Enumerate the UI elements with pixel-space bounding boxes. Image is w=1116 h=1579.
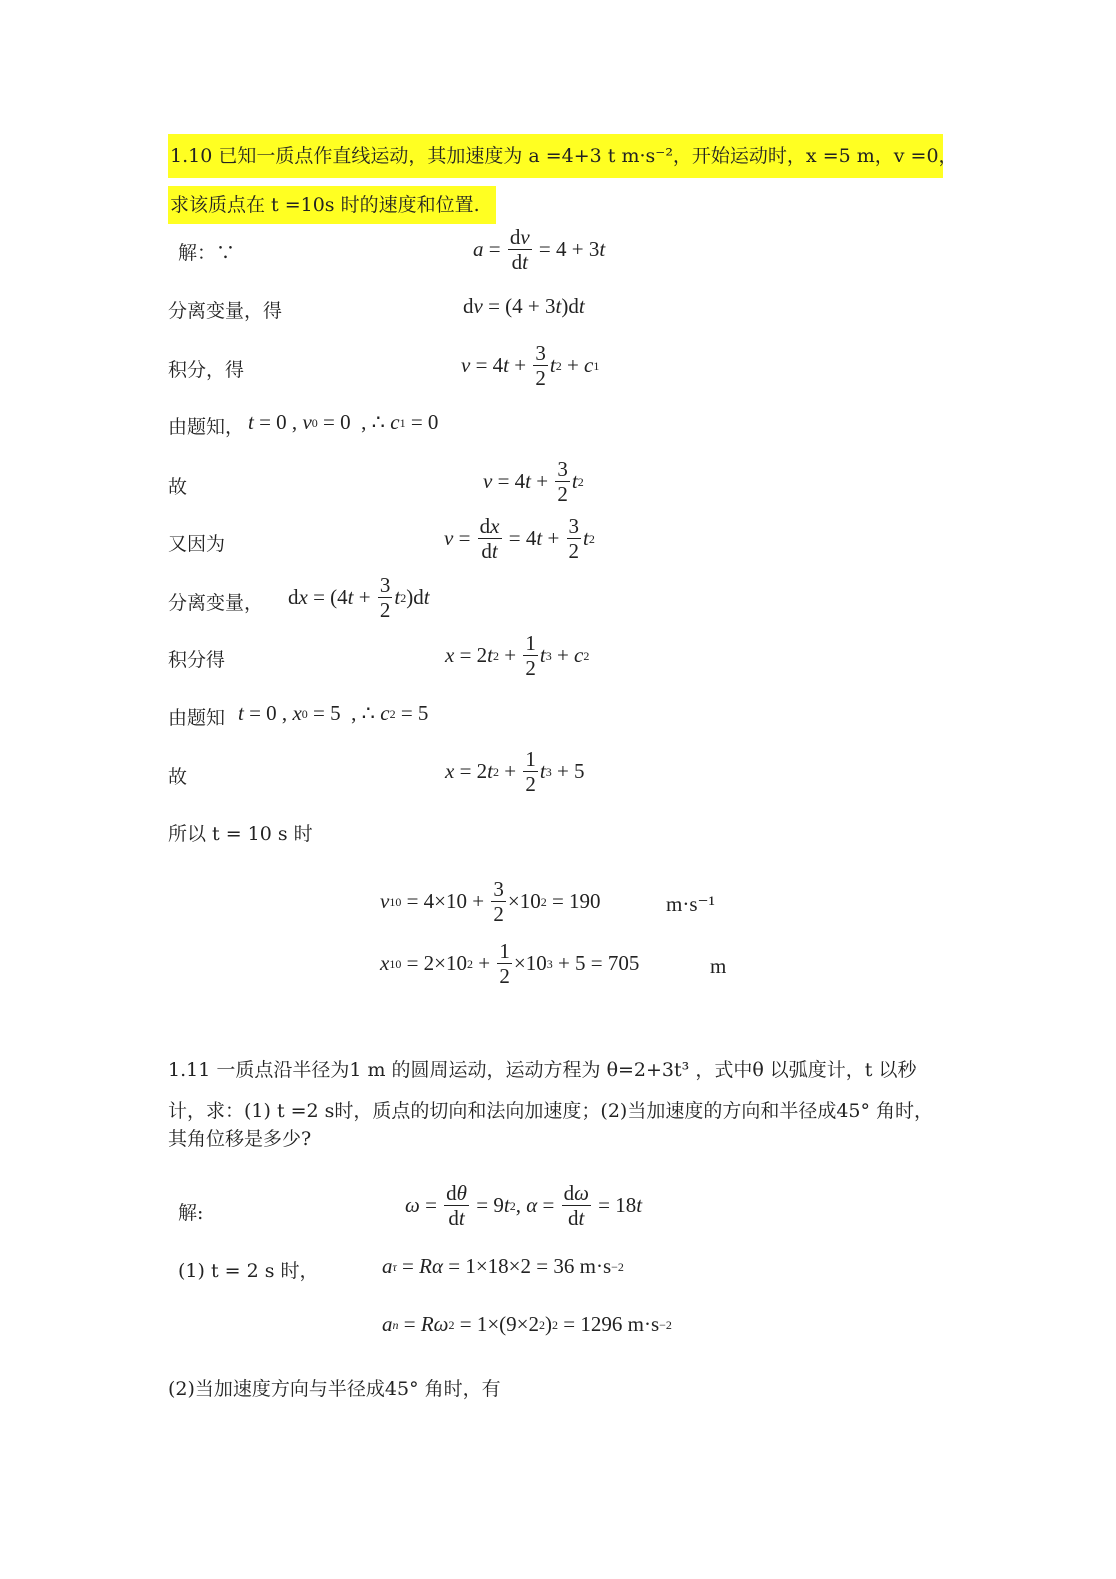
solution-label-1: 解：∵ xyxy=(178,242,236,264)
eq-integrate-v: v = 4 t + $\frac{3}{2}$ t 2 + c 1 xyxy=(461,341,600,391)
solution-label-9: 由题知 xyxy=(168,707,226,729)
eq-v-dxdt: v = $\frac{dx}{dt}$ = 4 t + $\frac{3}{2}$ t 2 xyxy=(444,514,595,564)
solution-111-part2: (2)当加速度方向与半径成45° 角时，有 xyxy=(168,1378,501,1400)
eq-separate-v: d v = (4 + 3 t )d t xyxy=(463,294,585,318)
eq-initial-v: t = 0 , v 0 = 0 , ∴ c 1 = 0 xyxy=(248,410,439,434)
solution-label-5: 故 xyxy=(168,476,188,498)
solution-label-4: 由题知， xyxy=(168,416,245,438)
problem-111-line2: 计，求：(1) t =2 s时，质点的切向和法向加速度；(2)当加速度的方向和半径成45° 角时， xyxy=(168,1100,934,1122)
solution-111-part1: (1) t = 2 s 时， xyxy=(178,1260,319,1282)
eq-a-tau: a τ = Rα = 1×18×2 = 36 m·s −2 xyxy=(382,1254,624,1278)
eq-a-n: a n = Rω 2 = 1×(9×2 2 ) 2 = 1296 m·s −2 xyxy=(382,1312,672,1336)
eq-v-result: v = 4 t + $\frac{3}{2}$ t 2 xyxy=(483,457,584,507)
solution-label-10: 故 xyxy=(168,766,188,788)
solution-label-11: 所以 t = 10 s 时 xyxy=(168,823,313,845)
eq-integrate-x: x = 2 t 2 + $\frac{1}{2}$ t 3 + c 2 xyxy=(445,631,590,681)
eq-separate-x: d x = (4 t + $\frac{3}{2}$ t 2 )d t xyxy=(288,573,430,623)
eq-acceleration: a = $\frac{dv}{dt}$ = 4 + 3 t xyxy=(473,225,606,275)
solution-label-8: 积分得 xyxy=(168,649,226,671)
eq-initial-x: t = 0 , x 0 = 5 , ∴ c 2 = 5 xyxy=(238,701,429,725)
problem-111-line3: 其角位移是多少? xyxy=(168,1128,312,1150)
eq-omega-alpha: ω = $\frac{d\theta}{dt}$ = 9 t 2 , α = $\frac{d\omega}{dt}$ = 18 t xyxy=(405,1181,643,1231)
eq-v10: v 10 = 4×10 + $\frac{3}{2}$ ×10 2 = 190 xyxy=(380,877,601,927)
solution-label-2: 分离变量，得 xyxy=(168,300,283,322)
problem-110-line1: 1.10 已知一质点作直线运动，其加速度为 a =4+3 t m·s⁻²，开始运动时，x =5 m，v =0， xyxy=(168,134,943,178)
unit-x10: m xyxy=(710,954,727,978)
solution-label-7: 分离变量， xyxy=(168,592,264,614)
problem-111-line1: 1.11 一质点沿半径为1 m 的圆周运动，运动方程为 θ=2+3t³ ，式中θ 以弧度计，t 以秒 xyxy=(168,1059,917,1081)
solution-111-label: 解: xyxy=(178,1202,204,1224)
eq-x-result: x = 2 t 2 + $\frac{1}{2}$ t 3 + 5 xyxy=(445,747,585,797)
solution-label-6: 又因为 xyxy=(168,533,226,555)
unit-v10: m·s⁻¹ xyxy=(666,892,715,916)
eq-x10: x 10 = 2×10 2 + $\frac{1}{2}$ ×10 3 + 5 = 705 xyxy=(380,939,640,989)
solution-label-3: 积分，得 xyxy=(168,359,245,381)
problem-110-line2: 求该质点在 t =10s 时的速度和位置. xyxy=(168,186,496,224)
